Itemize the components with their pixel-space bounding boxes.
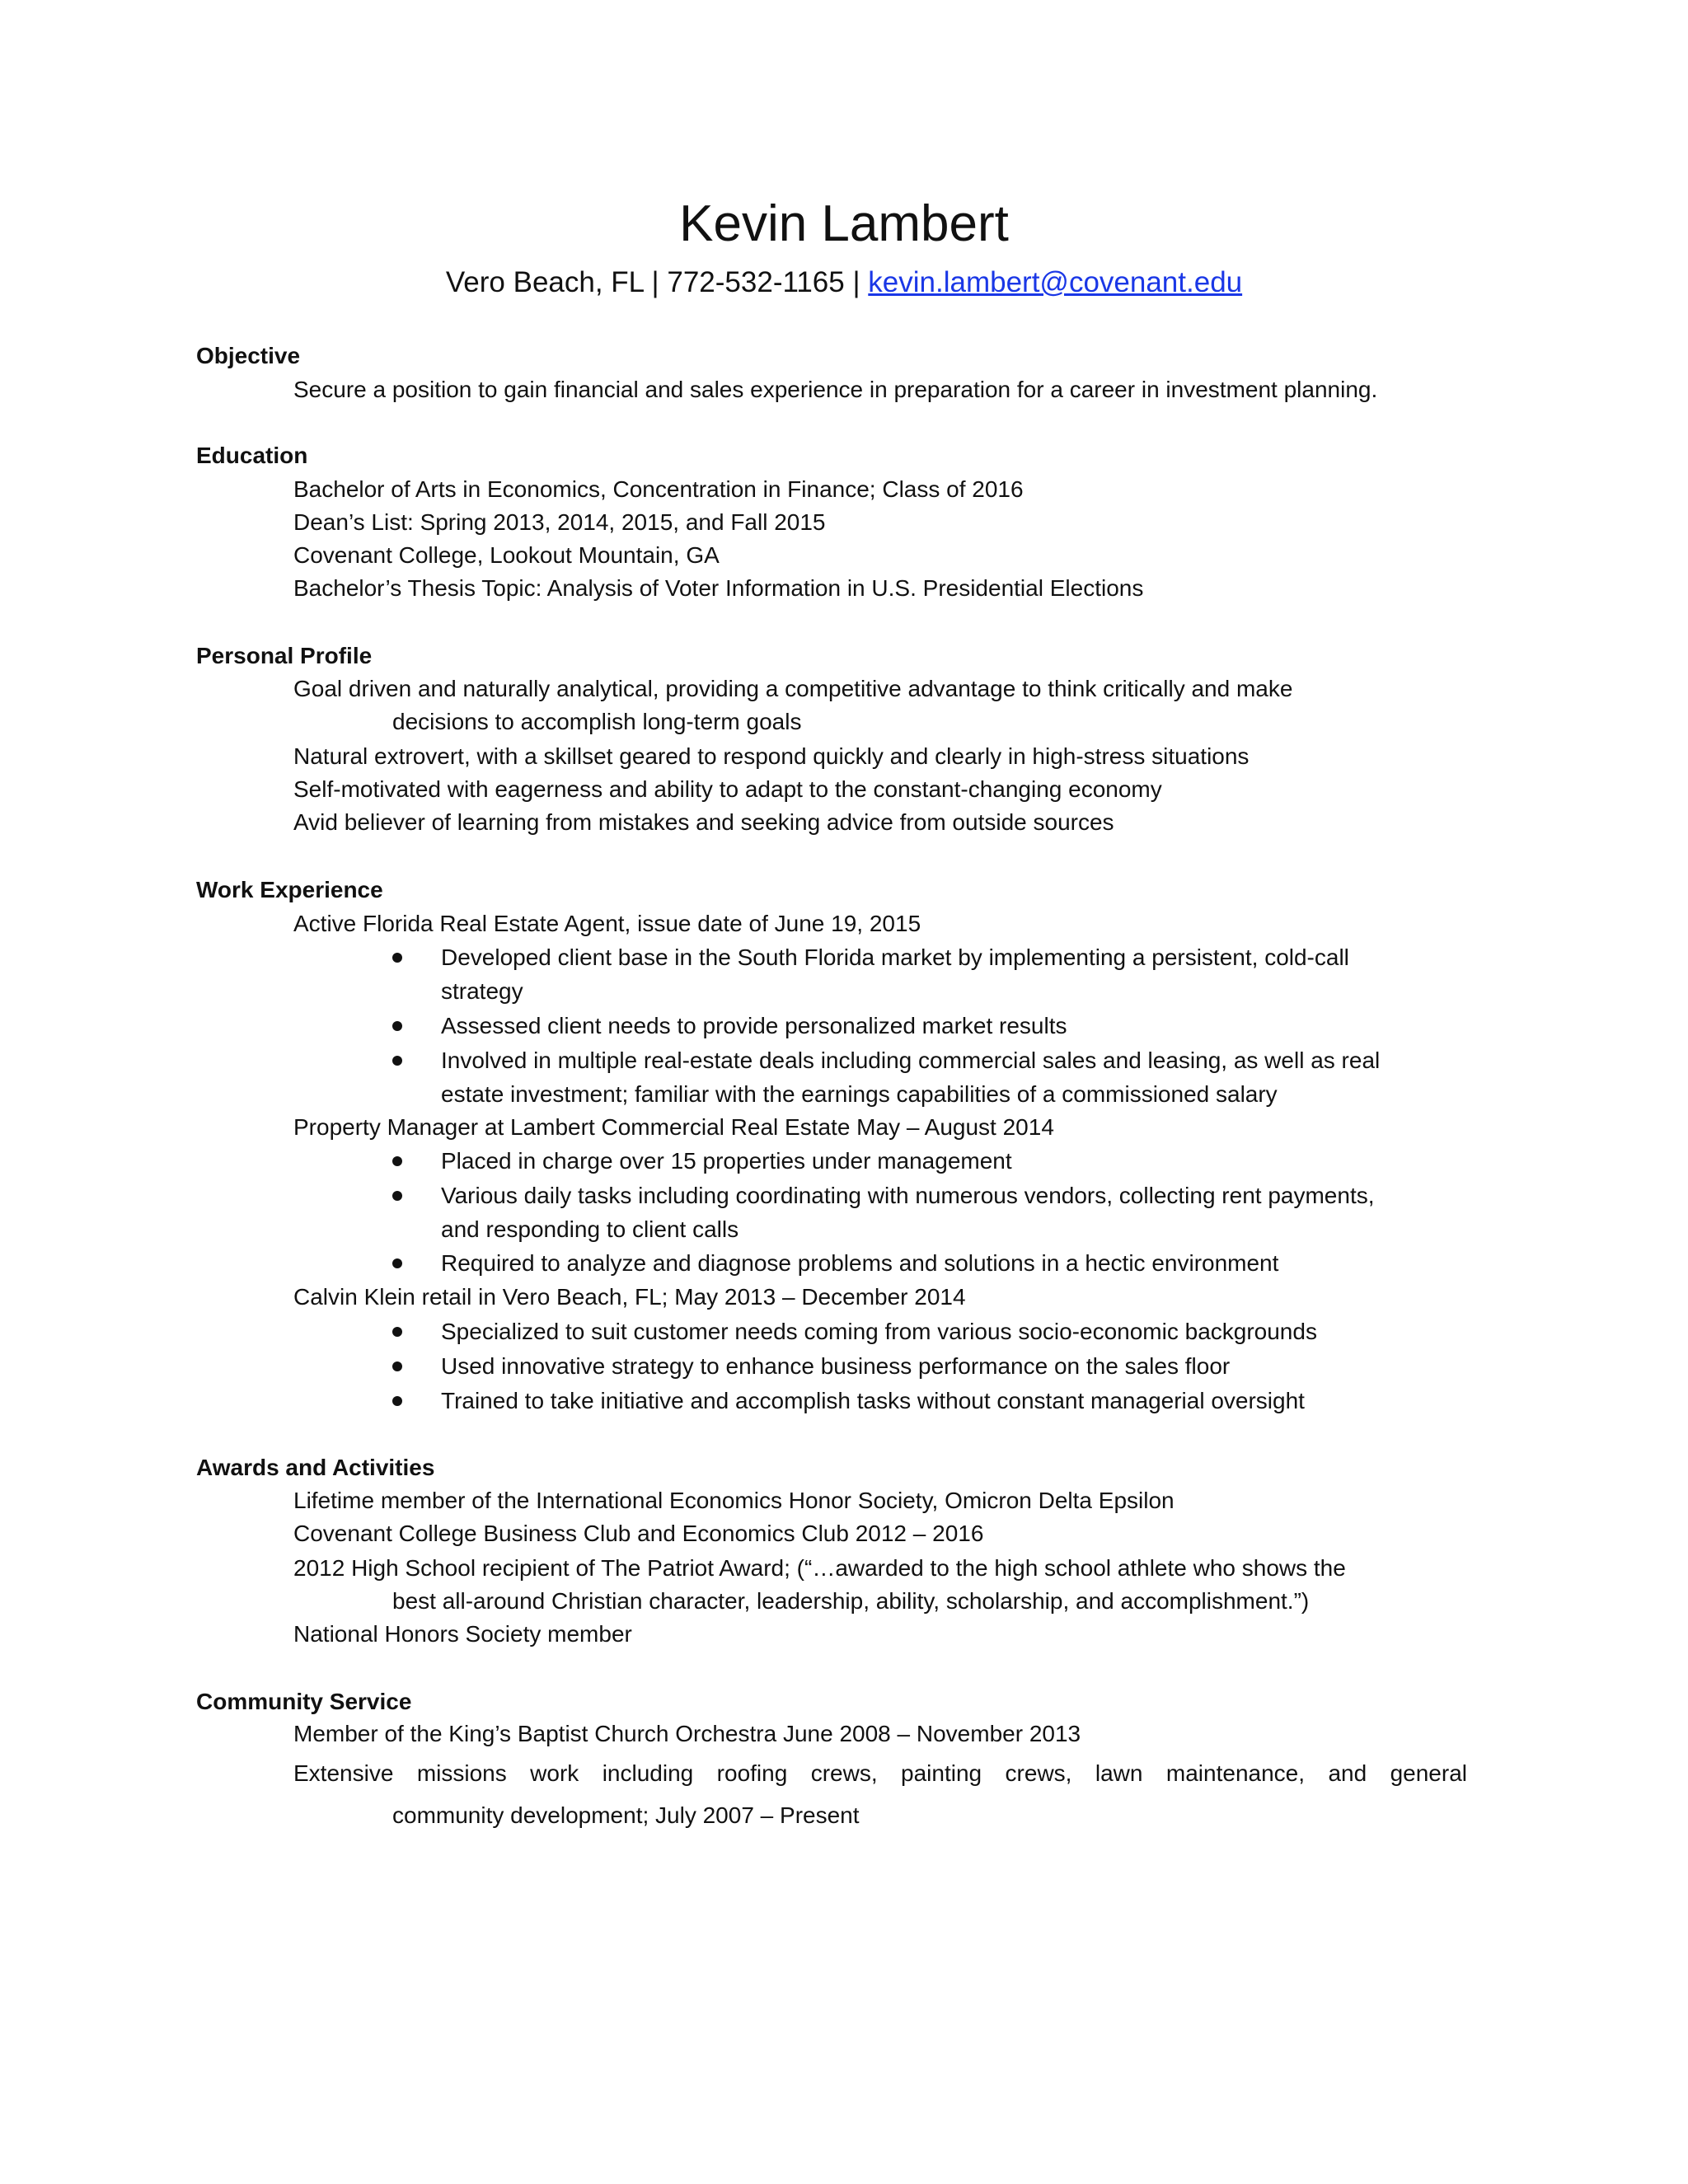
job-bullet-continuation: estate investment; familiar with the earnings capabilities of a commissioned salary: [441, 1081, 1278, 1107]
profile-heading: Personal Profile: [196, 643, 373, 668]
job-bullet: Placed in charge over 15 properties under management: [441, 1148, 1012, 1174]
job-bullet: Specialized to suit customer needs coming from various socio-economic backgrounds: [441, 1319, 1317, 1344]
education-line: Bachelor of Arts in Economics, Concentration in Finance; Class of 2016: [293, 476, 1024, 502]
contact-details: Vero Beach, FL | 772-532-1165 |: [445, 266, 869, 298]
profile-item: Avid believer of learning from mistakes and seeking advice from outside sources: [293, 809, 1114, 835]
bullet-icon: [392, 1361, 402, 1371]
objective-text: Secure a position to gain financial and sales experience in preparation for a career in investment planning.: [293, 377, 1378, 402]
job-title: Active Florida Real Estate Agent, issue date of June 19, 2015: [293, 911, 921, 936]
bullet-icon: [392, 1156, 402, 1166]
awards-heading: Awards and Activities: [196, 1455, 435, 1480]
job-bullet: Developed client base in the South Florida market by implementing a persistent, cold-call: [441, 944, 1349, 970]
service-item: Extensive missions work including roofing crews, painting crews, lawn maintenance, and general: [293, 1760, 1467, 1786]
service-heading: Community Service: [196, 1689, 412, 1714]
awards-item: Covenant College Business Club and Economics Club 2012 – 2016: [293, 1521, 984, 1546]
bullet-icon: [392, 1021, 402, 1031]
job-bullet: Used innovative strategy to enhance business performance on the sales floor: [441, 1353, 1231, 1379]
job-bullet-continuation: and responding to client calls: [441, 1216, 739, 1242]
profile-item: Self-motivated with eagerness and ability to adapt to the constant-changing economy: [293, 776, 1162, 802]
bullet-icon: [392, 1056, 402, 1066]
awards-item: 2012 High School recipient of The Patriot Award; (“…awarded to the high school athlete who shows the: [293, 1555, 1346, 1581]
job-bullet: Required to analyze and diagnose problems and solutions in a hectic environment: [441, 1250, 1279, 1276]
awards-item-continuation: best all-around Christian character, leadership, ability, scholarship, and accomplishment.”): [392, 1588, 1310, 1614]
service-item: Member of the King’s Baptist Church Orchestra June 2008 – November 2013: [293, 1721, 1081, 1746]
education-line: Covenant College, Lookout Mountain, GA: [293, 542, 720, 568]
education-heading: Education: [196, 443, 308, 468]
job-bullet-continuation: strategy: [441, 978, 523, 1004]
work-heading: Work Experience: [196, 877, 383, 902]
awards-item: Lifetime member of the International Economics Honor Society, Omicron Delta Epsilon: [293, 1488, 1175, 1513]
education-line: Dean’s List: Spring 2013, 2014, 2015, and Fall 2015: [293, 509, 826, 535]
email-link[interactable]: kevin.lambert@covenant.edu: [868, 266, 1243, 298]
job-bullet: Various daily tasks including coordinating with numerous vendors, collecting rent payments,: [441, 1183, 1375, 1208]
bullet-icon: [392, 1396, 402, 1406]
bullet-icon: [392, 953, 402, 963]
profile-item-continuation: decisions to accomplish long-term goals: [392, 709, 802, 734]
job-bullet: Trained to take initiative and accomplish tasks without constant managerial oversight: [441, 1388, 1305, 1413]
bullet-icon: [392, 1258, 402, 1268]
contact-line: [0, 262, 1688, 303]
candidate-name: Kevin Lambert: [679, 195, 1009, 252]
bullet-icon: [392, 1191, 402, 1201]
service-item-continuation: community development; July 2007 – Present: [392, 1802, 860, 1828]
job-title: Calvin Klein retail in Vero Beach, FL; May 2013 – December 2014: [293, 1284, 966, 1310]
bullet-icon: [392, 1327, 402, 1337]
profile-item: Natural extrovert, with a skillset geared to respond quickly and clearly in high-stress situations: [293, 743, 1250, 769]
awards-item: National Honors Society member: [293, 1621, 632, 1647]
job-bullet: Assessed client needs to provide personalized market results: [441, 1013, 1067, 1038]
objective-heading: Objective: [196, 343, 301, 368]
job-bullet: Involved in multiple real-estate deals including commercial sales and leasing, as well as real: [441, 1047, 1381, 1073]
education-line: Bachelor’s Thesis Topic: Analysis of Voter Information in U.S. Presidential Elections: [293, 575, 1144, 601]
job-title: Property Manager at Lambert Commercial Real Estate May – August 2014: [293, 1114, 1054, 1140]
profile-item: Goal driven and naturally analytical, providing a competitive advantage to think critically and make: [293, 676, 1293, 701]
